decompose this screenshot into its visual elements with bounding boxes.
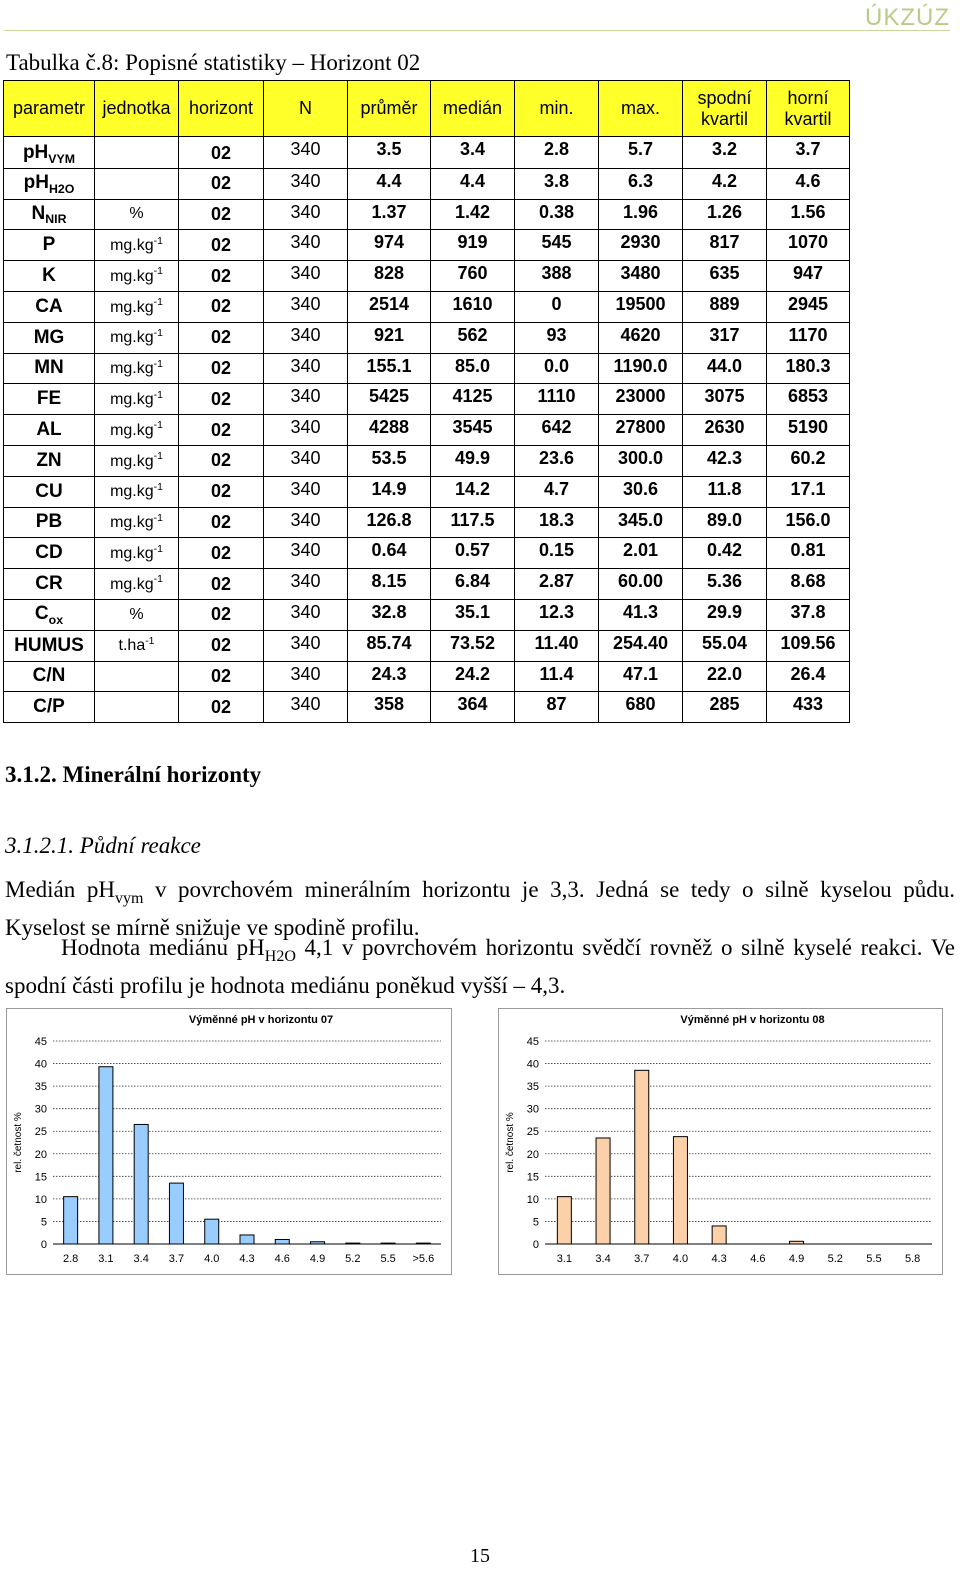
x-tick-label: 5.5 [380, 1253, 396, 1265]
cell-q1: 3075 [683, 384, 767, 415]
cell-param: FE [4, 384, 95, 415]
cell-max: 60.00 [599, 569, 683, 600]
y-tick-label: 15 [34, 1171, 47, 1184]
cell-max: 680 [599, 692, 683, 723]
page-number: 15 [470, 1545, 490, 1567]
cell-horizont: 02 [179, 476, 264, 507]
cell-q3: 1170 [767, 322, 850, 353]
cell-mean: 155.1 [348, 353, 431, 384]
x-tick-label: 4.3 [711, 1253, 727, 1265]
cell-median: 85.0 [431, 353, 515, 384]
cell-median: 760 [431, 261, 515, 292]
cell-unit: $mg.kg^{-1}$ [95, 476, 179, 507]
chart-svg [7, 1009, 451, 1274]
y-tick-label: 25 [526, 1126, 539, 1139]
cell-q3: 6853 [767, 384, 850, 415]
column-header: jednotka [95, 81, 179, 137]
cell-param: C/N [4, 661, 95, 692]
table-header-row [4, 81, 850, 137]
cell-q1: 817 [683, 230, 767, 261]
cell-median: 3.4 [431, 137, 515, 169]
cell-q1: 42.3 [683, 445, 767, 476]
cell-param: CA [4, 291, 95, 322]
cell-median: 6.84 [431, 569, 515, 600]
bar [557, 1197, 571, 1244]
y-tick-label: 10 [526, 1193, 539, 1206]
cell-param: $pH_{H2O}$ [4, 168, 95, 199]
cell-q1: 5.36 [683, 569, 767, 600]
x-tick-label: 5.8 [905, 1253, 921, 1265]
y-tick-label: 5 [532, 1216, 539, 1229]
cell-median: 919 [431, 230, 515, 261]
cell-unit: $mg.kg^{-1}$ [95, 261, 179, 292]
cell-min: 3.8 [515, 168, 599, 199]
cell-median: 14.2 [431, 476, 515, 507]
table-row [4, 322, 850, 353]
bar [790, 1241, 804, 1244]
cell-q3: 4.6 [767, 168, 850, 199]
cell-max: 300.0 [599, 445, 683, 476]
bar [169, 1183, 183, 1244]
cell-min: 0.0 [515, 353, 599, 384]
y-tick-label: 45 [526, 1036, 539, 1048]
y-tick-label: 40 [526, 1058, 539, 1071]
cell-q1: 29.9 [683, 599, 767, 630]
cell-n: 340 [264, 599, 348, 630]
cell-horizont: 02 [179, 599, 264, 630]
cell-param: P [4, 230, 95, 261]
cell-q1: 285 [683, 692, 767, 723]
cell-max: 4620 [599, 322, 683, 353]
y-tick-label: 0 [40, 1239, 47, 1251]
cell-horizont: 02 [179, 137, 264, 169]
cell-param: K [4, 261, 95, 292]
cell-param: CD [4, 538, 95, 569]
cell-q3: 947 [767, 261, 850, 292]
cell-q1: 3.2 [683, 137, 767, 169]
bar [346, 1243, 360, 1244]
section-heading: 3.1.2. Minerální horizonty [5, 762, 262, 787]
x-tick-label: 4.0 [672, 1253, 689, 1265]
cell-param: PB [4, 507, 95, 538]
cell-mean: 126.8 [348, 507, 431, 538]
cell-param: MN [4, 353, 95, 384]
cell-n: 340 [264, 661, 348, 692]
cell-q3: 1070 [767, 230, 850, 261]
cell-min: 4.7 [515, 476, 599, 507]
cell-n: 340 [264, 168, 348, 199]
y-tick-label: 45 [34, 1036, 47, 1048]
cell-n: 340 [264, 199, 348, 230]
cell-n: 340 [264, 507, 348, 538]
cell-median: 562 [431, 322, 515, 353]
x-tick-label: 3.7 [168, 1253, 185, 1265]
cell-max: 1190.0 [599, 353, 683, 384]
cell-unit: $mg.kg^{-1}$ [95, 538, 179, 569]
paragraph-2: Hodnota mediánu $pH_{H2O}$ 4,1 v povrchovém horizontu svědčí rovněž o silně kyselé reakci. Ve spodní části profilu je hodnota mediánu poněkud vyšší – 4,3. [5, 935, 955, 998]
table-row [4, 168, 850, 199]
table-row [4, 476, 850, 507]
cell-max: 6.3 [599, 168, 683, 199]
cell-horizont: 02 [179, 199, 264, 230]
cell-mean: 974 [348, 230, 431, 261]
chart-svg [499, 1009, 942, 1274]
cell-mean: 85.74 [348, 630, 431, 661]
y-tick-label: 20 [34, 1148, 47, 1161]
cell-unit: $mg.kg^{-1}$ [95, 569, 179, 600]
cell-unit: $mg.kg^{-1}$ [95, 507, 179, 538]
cell-q3: 3.7 [767, 137, 850, 169]
x-tick-label: 3.1 [556, 1253, 572, 1265]
cell-median: 73.52 [431, 630, 515, 661]
cell-q1: 0.42 [683, 538, 767, 569]
cell-q1: 55.04 [683, 630, 767, 661]
table-row [4, 507, 850, 538]
y-tick-label: 25 [34, 1126, 47, 1139]
cell-unit [95, 168, 179, 199]
cell-q3: 0.81 [767, 538, 850, 569]
cell-param: MG [4, 322, 95, 353]
cell-mean: 828 [348, 261, 431, 292]
cell-unit: $mg.kg^{-1}$ [95, 415, 179, 446]
y-tick-label: 35 [34, 1081, 47, 1094]
cell-min: 0.38 [515, 199, 599, 230]
x-tick-label: 4.6 [274, 1253, 290, 1265]
y-tick-label: 15 [526, 1171, 539, 1184]
cell-mean: 14.9 [348, 476, 431, 507]
cell-horizont: 02 [179, 230, 264, 261]
cell-q1: 4.2 [683, 168, 767, 199]
y-tick-label: 5 [40, 1216, 47, 1229]
cell-horizont: 02 [179, 661, 264, 692]
cell-q3: 180.3 [767, 353, 850, 384]
table-row [4, 569, 850, 600]
bar [311, 1242, 325, 1244]
cell-q3: 109.56 [767, 630, 850, 661]
cell-unit: $mg.kg^{-1}$ [95, 353, 179, 384]
x-tick-label: 4.3 [239, 1253, 255, 1265]
y-tick-label: 10 [34, 1193, 47, 1206]
y-tick-label: 30 [34, 1103, 47, 1116]
cell-unit [95, 137, 179, 169]
cell-median: 24.2 [431, 661, 515, 692]
cell-min: 2.8 [515, 137, 599, 169]
cell-min: 93 [515, 322, 599, 353]
table-caption: Tabulka č.8: Popisné statistiky – Horizont 02 [6, 50, 421, 75]
cell-param: HUMUS [4, 630, 95, 661]
table-row [4, 630, 850, 661]
cell-unit: $mg.kg^{-1}$ [95, 230, 179, 261]
bar [381, 1243, 395, 1244]
cell-n: 340 [264, 569, 348, 600]
organization-logo: ÚKZÚZ [865, 4, 950, 31]
table-row [4, 692, 850, 723]
cell-n: 340 [264, 630, 348, 661]
cell-median: 4.4 [431, 168, 515, 199]
cell-unit: $mg.kg^{-1}$ [95, 291, 179, 322]
cell-horizont: 02 [179, 538, 264, 569]
cell-horizont: 02 [179, 445, 264, 476]
table-row [4, 137, 850, 169]
cell-mean: 32.8 [348, 599, 431, 630]
cell-unit: % [95, 599, 179, 630]
bar [275, 1239, 289, 1244]
cell-median: 0.57 [431, 538, 515, 569]
cell-mean: 8.15 [348, 569, 431, 600]
bar [205, 1219, 219, 1244]
bar [99, 1067, 113, 1244]
cell-min: 11.4 [515, 661, 599, 692]
cell-max: 47.1 [599, 661, 683, 692]
cell-mean: 358 [348, 692, 431, 723]
histogram-horizon-07 [6, 1008, 452, 1275]
cell-min: 1110 [515, 384, 599, 415]
cell-n: 340 [264, 445, 348, 476]
cell-max: 41.3 [599, 599, 683, 630]
cell-param: ZN [4, 445, 95, 476]
cell-unit [95, 692, 179, 723]
cell-median: 1.42 [431, 199, 515, 230]
chart-title: Výměnné pH v horizontu 07 [188, 1014, 334, 1026]
cell-q1: 889 [683, 291, 767, 322]
cell-param: C/P [4, 692, 95, 723]
cell-max: 1.96 [599, 199, 683, 230]
y-tick-label: 30 [526, 1103, 539, 1116]
table-row [4, 538, 850, 569]
table-row [4, 291, 850, 322]
x-tick-label: 3.4 [595, 1253, 611, 1265]
bar [416, 1243, 430, 1244]
bar [64, 1197, 78, 1244]
subsection-heading: 3.1.2.1. Půdní reakce [5, 833, 201, 858]
bar [596, 1138, 610, 1244]
cell-mean: 2514 [348, 291, 431, 322]
cell-min: 0 [515, 291, 599, 322]
cell-horizont: 02 [179, 507, 264, 538]
cell-min: 23.6 [515, 445, 599, 476]
bar [240, 1235, 254, 1244]
y-axis-label: rel. četnost % [13, 1112, 24, 1173]
cell-q3: 5190 [767, 415, 850, 446]
column-header: min. [515, 81, 599, 137]
cell-n: 340 [264, 692, 348, 723]
cell-median: 117.5 [431, 507, 515, 538]
cell-median: 364 [431, 692, 515, 723]
table-row [4, 199, 850, 230]
cell-horizont: 02 [179, 322, 264, 353]
x-tick-label: 4.6 [750, 1253, 766, 1265]
cell-mean: 24.3 [348, 661, 431, 692]
cell-q1: 11.8 [683, 476, 767, 507]
cell-n: 340 [264, 137, 348, 169]
x-tick-label: 4.9 [309, 1253, 326, 1265]
cell-q1: 44.0 [683, 353, 767, 384]
cell-param: $N_{NIR}$ [4, 199, 95, 230]
cell-n: 340 [264, 291, 348, 322]
cell-mean: 1.37 [348, 199, 431, 230]
cell-q3: 60.2 [767, 445, 850, 476]
bar [712, 1226, 726, 1244]
cell-mean: 4.4 [348, 168, 431, 199]
cell-min: 11.40 [515, 630, 599, 661]
cell-horizont: 02 [179, 569, 264, 600]
cell-min: 87 [515, 692, 599, 723]
cell-n: 340 [264, 261, 348, 292]
column-header: medián [431, 81, 515, 137]
table-row [4, 230, 850, 261]
cell-q1: 1.26 [683, 199, 767, 230]
y-tick-label: 35 [526, 1081, 539, 1094]
column-header: N [264, 81, 348, 137]
cell-unit: $mg.kg^{-1}$ [95, 445, 179, 476]
cell-min: 12.3 [515, 599, 599, 630]
cell-min: 388 [515, 261, 599, 292]
cell-q3: 1.56 [767, 199, 850, 230]
table-row [4, 599, 850, 630]
x-tick-label: 4.9 [788, 1253, 805, 1265]
cell-horizont: 02 [179, 353, 264, 384]
cell-n: 340 [264, 322, 348, 353]
column-header: průměr [348, 81, 431, 137]
cell-median: 3545 [431, 415, 515, 446]
bar [673, 1137, 687, 1244]
cell-horizont: 02 [179, 168, 264, 199]
table-row [4, 445, 850, 476]
cell-min: 0.15 [515, 538, 599, 569]
x-tick-label: 5.2 [345, 1253, 361, 1265]
cell-q1: 635 [683, 261, 767, 292]
chart-title: Výměnné pH v horizontu 08 [680, 1014, 825, 1026]
x-tick-label: 5.2 [827, 1253, 843, 1265]
cell-mean: 0.64 [348, 538, 431, 569]
cell-max: 254.40 [599, 630, 683, 661]
cell-horizont: 02 [179, 261, 264, 292]
cell-mean: 5425 [348, 384, 431, 415]
cell-min: 545 [515, 230, 599, 261]
column-header: horní kvartil [767, 81, 850, 137]
header-rule [4, 30, 950, 31]
cell-mean: 3.5 [348, 137, 431, 169]
table-row [4, 384, 850, 415]
cell-param: $pH_{VYM}$ [4, 137, 95, 169]
cell-max: 3480 [599, 261, 683, 292]
table-row [4, 353, 850, 384]
paragraph-1: Medián $pH_{vym}$ v povrchovém minerálním horizontu je 3,3. Jedná se tedy o silně kyselou půdu. Kyselost se mírně snižuje ve spodině profilu. [5, 877, 955, 940]
x-tick-label: 5.5 [866, 1253, 882, 1265]
cell-q3: 26.4 [767, 661, 850, 692]
cell-unit: $mg.kg^{-1}$ [95, 384, 179, 415]
table-row [4, 661, 850, 692]
column-header: parametr [4, 81, 95, 137]
cell-n: 340 [264, 476, 348, 507]
x-tick-label: 4.0 [204, 1253, 220, 1265]
cell-max: 27800 [599, 415, 683, 446]
cell-param: $C_{ox}$ [4, 599, 95, 630]
cell-unit: $mg.kg^{-1}$ [95, 322, 179, 353]
histogram-horizon-08 [498, 1008, 943, 1275]
column-header: max. [599, 81, 683, 137]
cell-q3: 37.8 [767, 599, 850, 630]
cell-n: 340 [264, 384, 348, 415]
x-tick-label: 3.7 [634, 1253, 650, 1265]
cell-horizont: 02 [179, 384, 264, 415]
x-tick-label: 2.8 [62, 1253, 79, 1265]
cell-unit: $t.ha^{-1}$ [95, 630, 179, 661]
y-axis-label: rel. četnost % [505, 1112, 516, 1173]
cell-param: AL [4, 415, 95, 446]
cell-mean: 53.5 [348, 445, 431, 476]
cell-horizont: 02 [179, 630, 264, 661]
x-tick-label: 3.4 [133, 1253, 149, 1265]
cell-param: CU [4, 476, 95, 507]
cell-max: 19500 [599, 291, 683, 322]
cell-median: 49.9 [431, 445, 515, 476]
cell-n: 340 [264, 353, 348, 384]
cell-horizont: 02 [179, 415, 264, 446]
y-tick-label: 20 [526, 1148, 539, 1161]
column-header: spodní kvartil [683, 81, 767, 137]
x-tick-label: 3.1 [98, 1253, 114, 1265]
cell-max: 30.6 [599, 476, 683, 507]
cell-max: 23000 [599, 384, 683, 415]
cell-horizont: 02 [179, 692, 264, 723]
cell-n: 340 [264, 230, 348, 261]
cell-mean: 4288 [348, 415, 431, 446]
cell-max: 2.01 [599, 538, 683, 569]
cell-median: 4125 [431, 384, 515, 415]
cell-q3: 433 [767, 692, 850, 723]
y-tick-label: 40 [34, 1058, 47, 1071]
cell-q1: 317 [683, 322, 767, 353]
cell-max: 5.7 [599, 137, 683, 169]
cell-q3: 2945 [767, 291, 850, 322]
cell-q1: 22.0 [683, 661, 767, 692]
cell-unit: % [95, 199, 179, 230]
table-row [4, 261, 850, 292]
cell-n: 340 [264, 415, 348, 446]
cell-q1: 2630 [683, 415, 767, 446]
cell-q1: 89.0 [683, 507, 767, 538]
cell-unit [95, 661, 179, 692]
cell-q3: 156.0 [767, 507, 850, 538]
cell-max: 345.0 [599, 507, 683, 538]
column-header: horizont [179, 81, 264, 137]
cell-q3: 17.1 [767, 476, 850, 507]
cell-median: 1610 [431, 291, 515, 322]
table-row [4, 415, 850, 446]
cell-horizont: 02 [179, 291, 264, 322]
cell-median: 35.1 [431, 599, 515, 630]
cell-q3: 8.68 [767, 569, 850, 600]
cell-param: CR [4, 569, 95, 600]
y-tick-label: 0 [532, 1239, 539, 1251]
cell-min: 18.3 [515, 507, 599, 538]
statistics-table [3, 80, 850, 723]
bar [635, 1070, 649, 1244]
x-tick-label: >5.6 [412, 1253, 435, 1265]
cell-mean: 921 [348, 322, 431, 353]
bar [134, 1124, 148, 1244]
cell-min: 642 [515, 415, 599, 446]
cell-min: 2.87 [515, 569, 599, 600]
cell-n: 340 [264, 538, 348, 569]
cell-max: 2930 [599, 230, 683, 261]
